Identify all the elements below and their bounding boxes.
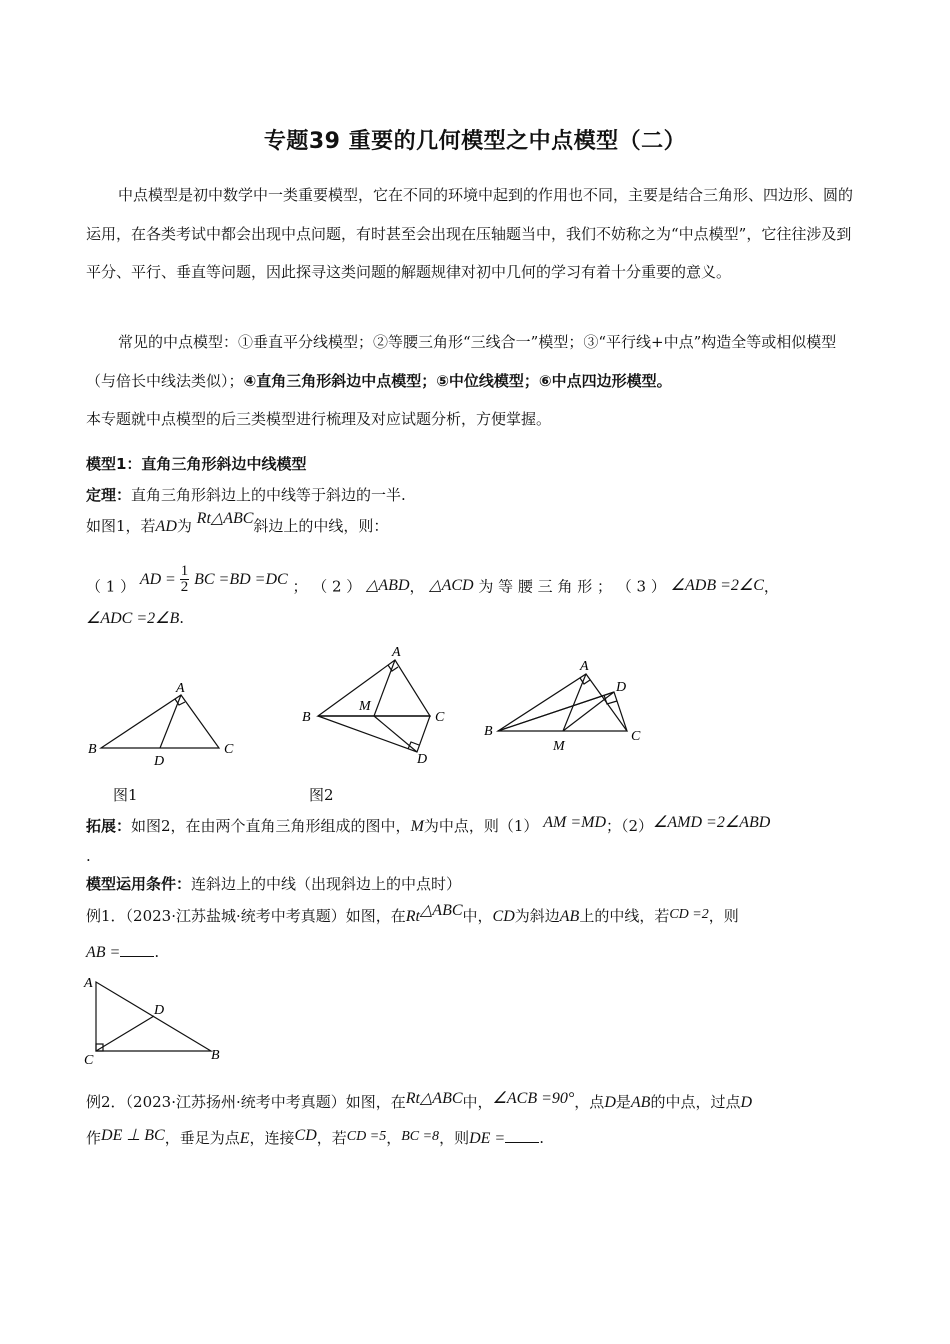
ex2-d: D bbox=[604, 1094, 616, 1111]
ex2-e: E bbox=[239, 1130, 250, 1147]
ex2-zuo: 作 bbox=[86, 1129, 102, 1147]
theorem-text: 直角三角形斜边上的中线等于斜边的一半. bbox=[131, 486, 406, 504]
example-1-question bbox=[86, 940, 159, 965]
c1-ad: AD bbox=[139, 570, 162, 588]
fig3-label-b: B bbox=[484, 724, 493, 739]
extension-expr-2: ∠AMD =2∠ABD bbox=[653, 814, 771, 831]
ex2-perp: DE ⊥ BC bbox=[101, 1127, 165, 1144]
fig1-label-b: B bbox=[88, 742, 97, 757]
extension-mid: 为中点，则（1） bbox=[423, 817, 539, 835]
fig2-label-a: A bbox=[392, 645, 401, 660]
page-title: 专题39 重要的几何模型之中点模型（二） bbox=[263, 129, 687, 154]
theorem-label: 定理： bbox=[86, 486, 132, 504]
ex1-cd: CD bbox=[492, 908, 515, 925]
ex1-label-a: A bbox=[84, 976, 93, 991]
c1-eq: = bbox=[165, 570, 176, 588]
ex2-ask: DE = bbox=[469, 1130, 506, 1147]
figure-3 bbox=[480, 650, 650, 760]
ex2-t3: 的中点，过点 bbox=[650, 1093, 741, 1111]
c2-acd: △ACD bbox=[429, 576, 474, 594]
ex2-prefix: 例2．（2023·江苏扬州·统考中考真题）如图，在 bbox=[86, 1093, 406, 1111]
fig1-label-c: C bbox=[224, 742, 234, 757]
fig2-triangle-dbc bbox=[318, 716, 430, 752]
condition-line bbox=[86, 872, 461, 896]
c3-label: （ 3 ） bbox=[616, 577, 666, 596]
ex1-text4: ，则 bbox=[708, 907, 739, 925]
figure-2-caption: 图2 bbox=[309, 786, 334, 804]
fraction-numerator: 1 bbox=[180, 563, 189, 579]
ex2-t4: ，垂足为点 bbox=[164, 1129, 240, 1147]
ex2-end: . bbox=[539, 1129, 544, 1147]
fig1-triangle: Rt△ABC bbox=[196, 510, 254, 527]
fig1-ad: AD bbox=[155, 518, 177, 535]
figure1-intro-line bbox=[86, 510, 389, 539]
fig3-triangle-dbc bbox=[498, 692, 627, 731]
fig2-triangle-abc bbox=[318, 660, 430, 716]
intro-paragraph-1: 中点模型是初中数学中一类重要模型，它在不同的环境中起到的作用也不同，主要是结合三角形、四边形、圆的运用，在各类考试中都会出现中点问题，有时甚至会出现在压轴题当中，我们不妨称之为“中点模型”，它往往涉及到平分、平行、垂直等问题，因此探寻这类问题的解题规律对初中几何的学习有着十分重要的意义。 bbox=[86, 186, 854, 281]
fig3-label-a: A bbox=[580, 659, 589, 674]
c3-line-2: ∠ADC =2∠B. bbox=[86, 609, 185, 627]
example-1-figure bbox=[80, 972, 230, 1068]
ex1-median-cd bbox=[96, 1016, 154, 1051]
extension-label: 拓展： bbox=[86, 817, 132, 835]
fig3-segment-bd bbox=[498, 692, 614, 731]
ex2-t2: 是 bbox=[615, 1093, 631, 1111]
fig3-label-m: M bbox=[553, 739, 565, 754]
ex2-ab: AB bbox=[630, 1094, 651, 1111]
fig2-right-angle-d bbox=[408, 742, 419, 749]
ex2-d2: D bbox=[740, 1094, 753, 1111]
fig1-label-d: D bbox=[154, 754, 165, 769]
ex2-cd: CD bbox=[294, 1127, 317, 1144]
figure-2 bbox=[296, 640, 466, 772]
conclusions-line: （ 1 ） AD = $\frac{1}{2}$ BC =BD =DC ； （ 2 ） △ABD， △ACD 为 等 腰 三 角 形 ； （ 3 ） ∠ADB =2∠C， bbox=[86, 563, 779, 596]
one-half-fraction bbox=[180, 564, 190, 595]
extension-sep: ；（2） bbox=[606, 817, 654, 835]
c1-label: （ 1 ） bbox=[86, 577, 136, 596]
fig2-segment-md bbox=[374, 716, 417, 752]
ex2-angle: ∠ACB =90° bbox=[492, 1090, 575, 1107]
ex1-mid: 中， bbox=[462, 907, 493, 925]
c1-formula bbox=[139, 563, 293, 595]
c3-expr: ∠ADB =2∠C bbox=[670, 576, 764, 594]
ex2-mid: 中， bbox=[462, 1093, 493, 1111]
ex2-cond-1: CD =5 bbox=[346, 1129, 387, 1144]
theorem-line bbox=[86, 483, 406, 507]
extension-m: M bbox=[410, 818, 424, 835]
fig1-wei: 为 bbox=[176, 517, 192, 535]
ex1-label-c: C bbox=[84, 1053, 94, 1068]
intro-paragraph-2 bbox=[86, 323, 858, 400]
ex1-ab: AB bbox=[559, 908, 580, 925]
fig2-label-m: M bbox=[359, 699, 371, 714]
ex2-t6: ，若 bbox=[316, 1129, 347, 1147]
example-2-line bbox=[86, 1090, 752, 1115]
model1-heading: 模型1：直角三角形斜边中线模型 bbox=[86, 455, 307, 473]
fig3-label-d: D bbox=[616, 680, 627, 695]
ex1-text2: 为斜边 bbox=[514, 907, 560, 925]
c2-text: 为 等 腰 三 角 形 ； bbox=[478, 577, 612, 596]
intro-paragraph-2-bold: ④直角三角形斜边中点模型；⑤中位线模型；⑥中点四边形模型。 bbox=[243, 371, 672, 390]
fig1-post: 斜边上的中线，则： bbox=[253, 517, 389, 535]
ex1-ask: AB = bbox=[86, 944, 121, 961]
example-1-line bbox=[86, 904, 739, 930]
ex2-t7: ，则 bbox=[439, 1129, 470, 1147]
ex1-label-d: D bbox=[154, 1003, 165, 1018]
figure-1-caption: 图1 bbox=[113, 786, 138, 804]
ex1-text3: 上的中线，若 bbox=[579, 907, 670, 925]
ex2-t1: ，点 bbox=[574, 1093, 605, 1111]
c3-expr2: ∠ADC =2∠B bbox=[86, 610, 180, 627]
ex1-condition: CD =2 bbox=[669, 907, 709, 922]
ex2-triangle: Rt△ABC bbox=[405, 1090, 463, 1107]
extension-line bbox=[86, 814, 770, 839]
condition-text: 连斜边上的中线（出现斜边上的中点时） bbox=[191, 875, 462, 893]
figure-1 bbox=[80, 676, 250, 776]
ex1-end: . bbox=[154, 943, 160, 961]
fig3-right-angle-a bbox=[580, 678, 590, 684]
extension-period: . bbox=[86, 847, 91, 865]
ex2-sep: ， bbox=[386, 1129, 402, 1147]
extension-expr-1: AM =MD bbox=[543, 814, 606, 831]
fig3-triangle-abc bbox=[498, 674, 627, 731]
ex1-triangle: △ABC bbox=[419, 902, 463, 919]
fig1-right-angle-mark bbox=[175, 699, 185, 705]
ex2-t5: ，连接 bbox=[249, 1129, 295, 1147]
fraction-denominator: 2 bbox=[180, 579, 189, 595]
fig2-label-b: B bbox=[302, 710, 311, 725]
ex1-answer-blank[interactable] bbox=[120, 942, 154, 957]
condition-label: 模型运用条件： bbox=[86, 875, 192, 893]
example-2-line-2 bbox=[86, 1126, 544, 1152]
extension-pre: 如图2，在由两个直角三角形组成的图中， bbox=[131, 817, 411, 835]
ex2-cond-2: BC =8 bbox=[401, 1129, 440, 1144]
ex1-label-b: B bbox=[211, 1048, 220, 1063]
fig1-triangle-abc bbox=[101, 695, 219, 748]
ex2-answer-blank[interactable] bbox=[505, 1128, 539, 1143]
ex1-rt: Rt bbox=[405, 908, 420, 925]
c2-abd: △ABD bbox=[366, 576, 410, 594]
ex1-prefix: 例1．（2023·江苏盐城·统考中考真题）如图，在 bbox=[86, 907, 406, 925]
fig2-segment-am bbox=[374, 660, 395, 716]
fig1-pre: 如图1，若 bbox=[86, 517, 156, 535]
c1-rest: BC =BD =DC bbox=[194, 570, 288, 588]
fig3-label-c: C bbox=[631, 729, 641, 744]
c2-label: ； （ 2 ） bbox=[292, 577, 362, 596]
intro-paragraph-3: 本专题就中点模型的后三类模型进行梳理及对应试题分析，方便掌握。 bbox=[86, 410, 552, 428]
intro-paragraph-2-text: 常见的中点模型：①垂直平分线模型；②等腰三角形“三线合一”模型；③“平行线+中点”构造全等或相似模型（与倍长中线法类似）； bbox=[86, 333, 837, 390]
fig2-label-c: C bbox=[435, 710, 445, 725]
fig1-label-a: A bbox=[176, 681, 185, 696]
fig2-label-d: D bbox=[417, 752, 428, 767]
